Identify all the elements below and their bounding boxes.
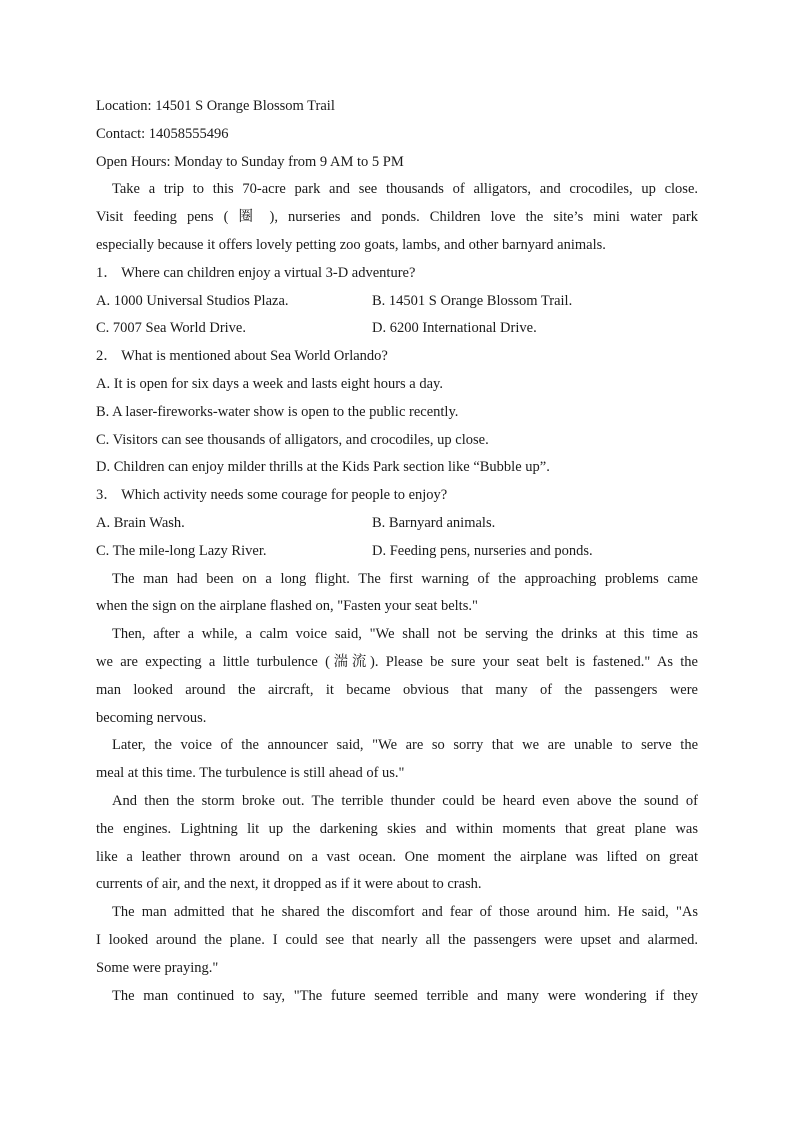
document-content [96,93,698,1010]
paragraph-line: the engines. Lightning lit up the darkening skies and within moments that great plane was [96,820,698,837]
option-c: C. Visitors can see thousands of alligators, and crocodiles, up close. [96,431,489,448]
option-b: B. 14501 S Orange Blossom Trail. [372,292,573,309]
paragraph-line: And then the storm broke out. The terrible thunder could be heard even above the sound of [112,792,698,809]
paragraph-line: when the sign on the airplane flashed on, "Fasten your seat belts." [96,598,478,615]
paragraph-line: Take a trip to this 70-acre park and see thousands of alligators, and crocodiles, up close. [112,181,698,198]
option-d: D. Children can enjoy milder thrills at the Kids Park section like “Bubble up”. [96,459,550,476]
paragraph-line: Later, the voice of the announcer said, "We are so sorry that we are unable to serve the [112,737,698,754]
paragraph-line: we are expecting a little turbulence (湍流). Please be sure your seat belt is fastened." As the [96,653,698,670]
option-row [96,510,698,538]
contact-line: Contact: 14058555496 [96,125,229,142]
option-d: D. Feeding pens, nurseries and ponds. [372,542,593,559]
paragraph-line: becoming nervous. [96,709,207,726]
paragraph-line: man looked around the aircraft, it became obvious that many of the passengers were [96,681,698,698]
story-paragraph-5 [96,899,698,982]
option-row [96,538,698,566]
option-c: C. The mile-long Lazy River. [96,542,267,559]
question-2 [96,343,698,482]
paragraph-line: Visit feeding pens ( 圈 ), nurseries and ponds. Children love the site’s mini water park [96,209,698,226]
story-paragraph-1 [96,566,698,622]
paragraph-line: The man had been on a long flight. The first warning of the approaching problems came [112,570,698,587]
option-a: A. It is open for six days a week and lasts eight hours a day. [96,375,443,392]
paragraph-line: I looked around the plane. I could see that nearly all the passengers were upset and alarmed. [96,931,698,948]
location-line: Location: 14501 S Orange Blossom Trail [96,98,335,114]
question-stem: 3． Which activity needs some courage for people to enjoy? [96,487,448,504]
option-a: A. 1000 Universal Studios Plaza. [96,292,289,309]
question-3 [96,482,698,565]
story-paragraph-6 [96,983,698,1011]
paragraph-line: meal at this time. The turbulence is still ahead of us." [96,765,405,782]
option-a: A. Brain Wash. [96,514,185,531]
option-row [96,288,698,316]
paragraph-line: The man admitted that he shared the discomfort and fear of those around him. He said, "As [112,904,698,921]
park-description-paragraph [96,176,698,259]
question-stem: 1． Where can children enjoy a virtual 3-D adventure? [96,264,416,281]
question-stem: 2． What is mentioned about Sea World Orlando? [96,348,388,365]
paragraph-line: Then, after a while, a calm voice said, "We shall not be serving the drinks at this time as [112,626,698,643]
paragraph-line: like a leather thrown around on a vast ocean. One moment the airplane was lifted on great [96,848,698,865]
open-hours-line: Open Hours: Monday to Sunday from 9 AM to 5 PM [96,153,404,170]
question-1 [96,260,698,343]
paragraph-line: especially because it offers lovely petting zoo goats, lambs, and other barnyard animals. [96,236,606,253]
option-b: B. Barnyard animals. [372,514,496,531]
paragraph-line: Some were praying." [96,959,219,976]
story-paragraph-4 [96,788,698,899]
story-paragraph-3 [96,732,698,788]
option-d: D. 6200 International Drive. [372,320,537,337]
option-c: C. 7007 Sea World Drive. [96,320,246,337]
paragraph-line: currents of air, and the next, it dropped as if it were about to crash. [96,876,482,893]
paragraph-line: The man continued to say, "The future seemed terrible and many were wondering if they [112,987,698,1004]
story-paragraph-2 [96,621,698,732]
option-row [96,315,698,343]
option-b: B. A laser-fireworks-water show is open to the public recently. [96,403,459,420]
